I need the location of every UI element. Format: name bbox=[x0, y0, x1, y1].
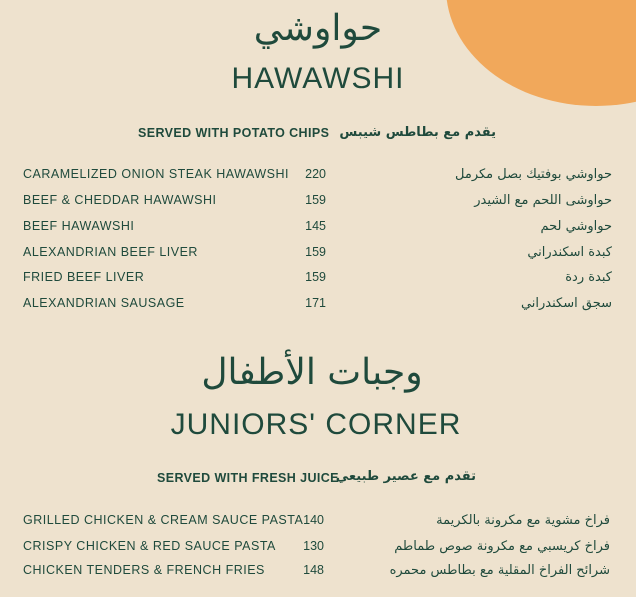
menu-item-price: 220 bbox=[305, 167, 326, 181]
menu-item bbox=[0, 296, 636, 316]
menu-item-name-arabic: حواوشي لحم bbox=[540, 219, 612, 234]
menu-item-name: CHICKEN TENDERS & FRENCH FRIES bbox=[23, 563, 265, 577]
menu-item-name: GRILLED CHICKEN & CREAM SAUCE PASTA bbox=[23, 513, 304, 527]
menu-item-name: CRISPY CHICKEN & RED SAUCE PASTA bbox=[23, 539, 276, 553]
menu-item bbox=[0, 193, 636, 213]
juniors-title: JUNIORS' CORNER bbox=[170, 408, 462, 441]
menu-item-price: 159 bbox=[305, 245, 326, 259]
menu-item bbox=[0, 167, 636, 187]
menu-item bbox=[0, 219, 636, 239]
menu-item-name-arabic: حواوشي بوفتيك بصل مكرمل bbox=[455, 167, 612, 182]
menu-item-name: CARAMELIZED ONION STEAK HAWAWSHI bbox=[23, 167, 290, 181]
menu-item-name: BEEF & CHEDDAR HAWAWSHI bbox=[23, 193, 217, 207]
menu-item-name: ALEXANDRIAN SAUSAGE bbox=[23, 296, 185, 310]
menu-item bbox=[0, 539, 636, 559]
menu-item-price: 140 bbox=[303, 513, 324, 527]
menu-item-name: FRIED BEEF LIVER bbox=[23, 270, 145, 284]
menu-item-name-arabic: حواوشى اللحم مع الشيدر bbox=[474, 193, 612, 208]
menu-item-price: 145 bbox=[305, 219, 326, 233]
hawawshi-served-with-arabic: يقدم مع بطاطس شيبس bbox=[339, 125, 496, 140]
menu-item-name: ALEXANDRIAN BEEF LIVER bbox=[23, 245, 198, 259]
juniors-served-with-arabic: تقدم مع عصير طبيعي bbox=[335, 469, 476, 484]
hawawshi-title: HAWAWSHI bbox=[231, 62, 405, 95]
menu-item bbox=[0, 245, 636, 265]
menu-item bbox=[0, 513, 636, 533]
menu-item-price: 159 bbox=[305, 193, 326, 207]
menu-item-price: 130 bbox=[303, 539, 324, 553]
menu-item bbox=[0, 563, 636, 583]
menu-item-price: 148 bbox=[303, 563, 324, 577]
menu-item-price: 159 bbox=[305, 270, 326, 284]
menu-item-price: 171 bbox=[305, 296, 326, 310]
hawawshi-served-with: SERVED WITH POTATO CHIPS bbox=[138, 126, 330, 140]
hawawshi-title-arabic: حواوشي bbox=[253, 8, 383, 49]
menu-item-name-arabic: فراخ مشوية مع مكرونة بالكريمة bbox=[436, 513, 610, 528]
menu-item-name-arabic: فراخ كريسبي مع مكرونة صوص طماطم bbox=[394, 539, 610, 554]
menu-item-name-arabic: شرائح الفراخ المقلية مع بطاطس محمره bbox=[389, 563, 610, 578]
menu-item-name-arabic: كبدة اسكندراني bbox=[527, 245, 612, 260]
juniors-title-arabic: وجبات الأطفال bbox=[201, 352, 423, 393]
menu-item-name-arabic: كبدة ردة bbox=[565, 270, 612, 285]
menu-item-name: BEEF HAWAWSHI bbox=[23, 219, 135, 233]
menu-item-name-arabic: سجق اسكندراني bbox=[520, 296, 612, 311]
menu-item bbox=[0, 270, 636, 290]
juniors-served-with: SERVED WITH FRESH JUICE bbox=[157, 471, 339, 485]
